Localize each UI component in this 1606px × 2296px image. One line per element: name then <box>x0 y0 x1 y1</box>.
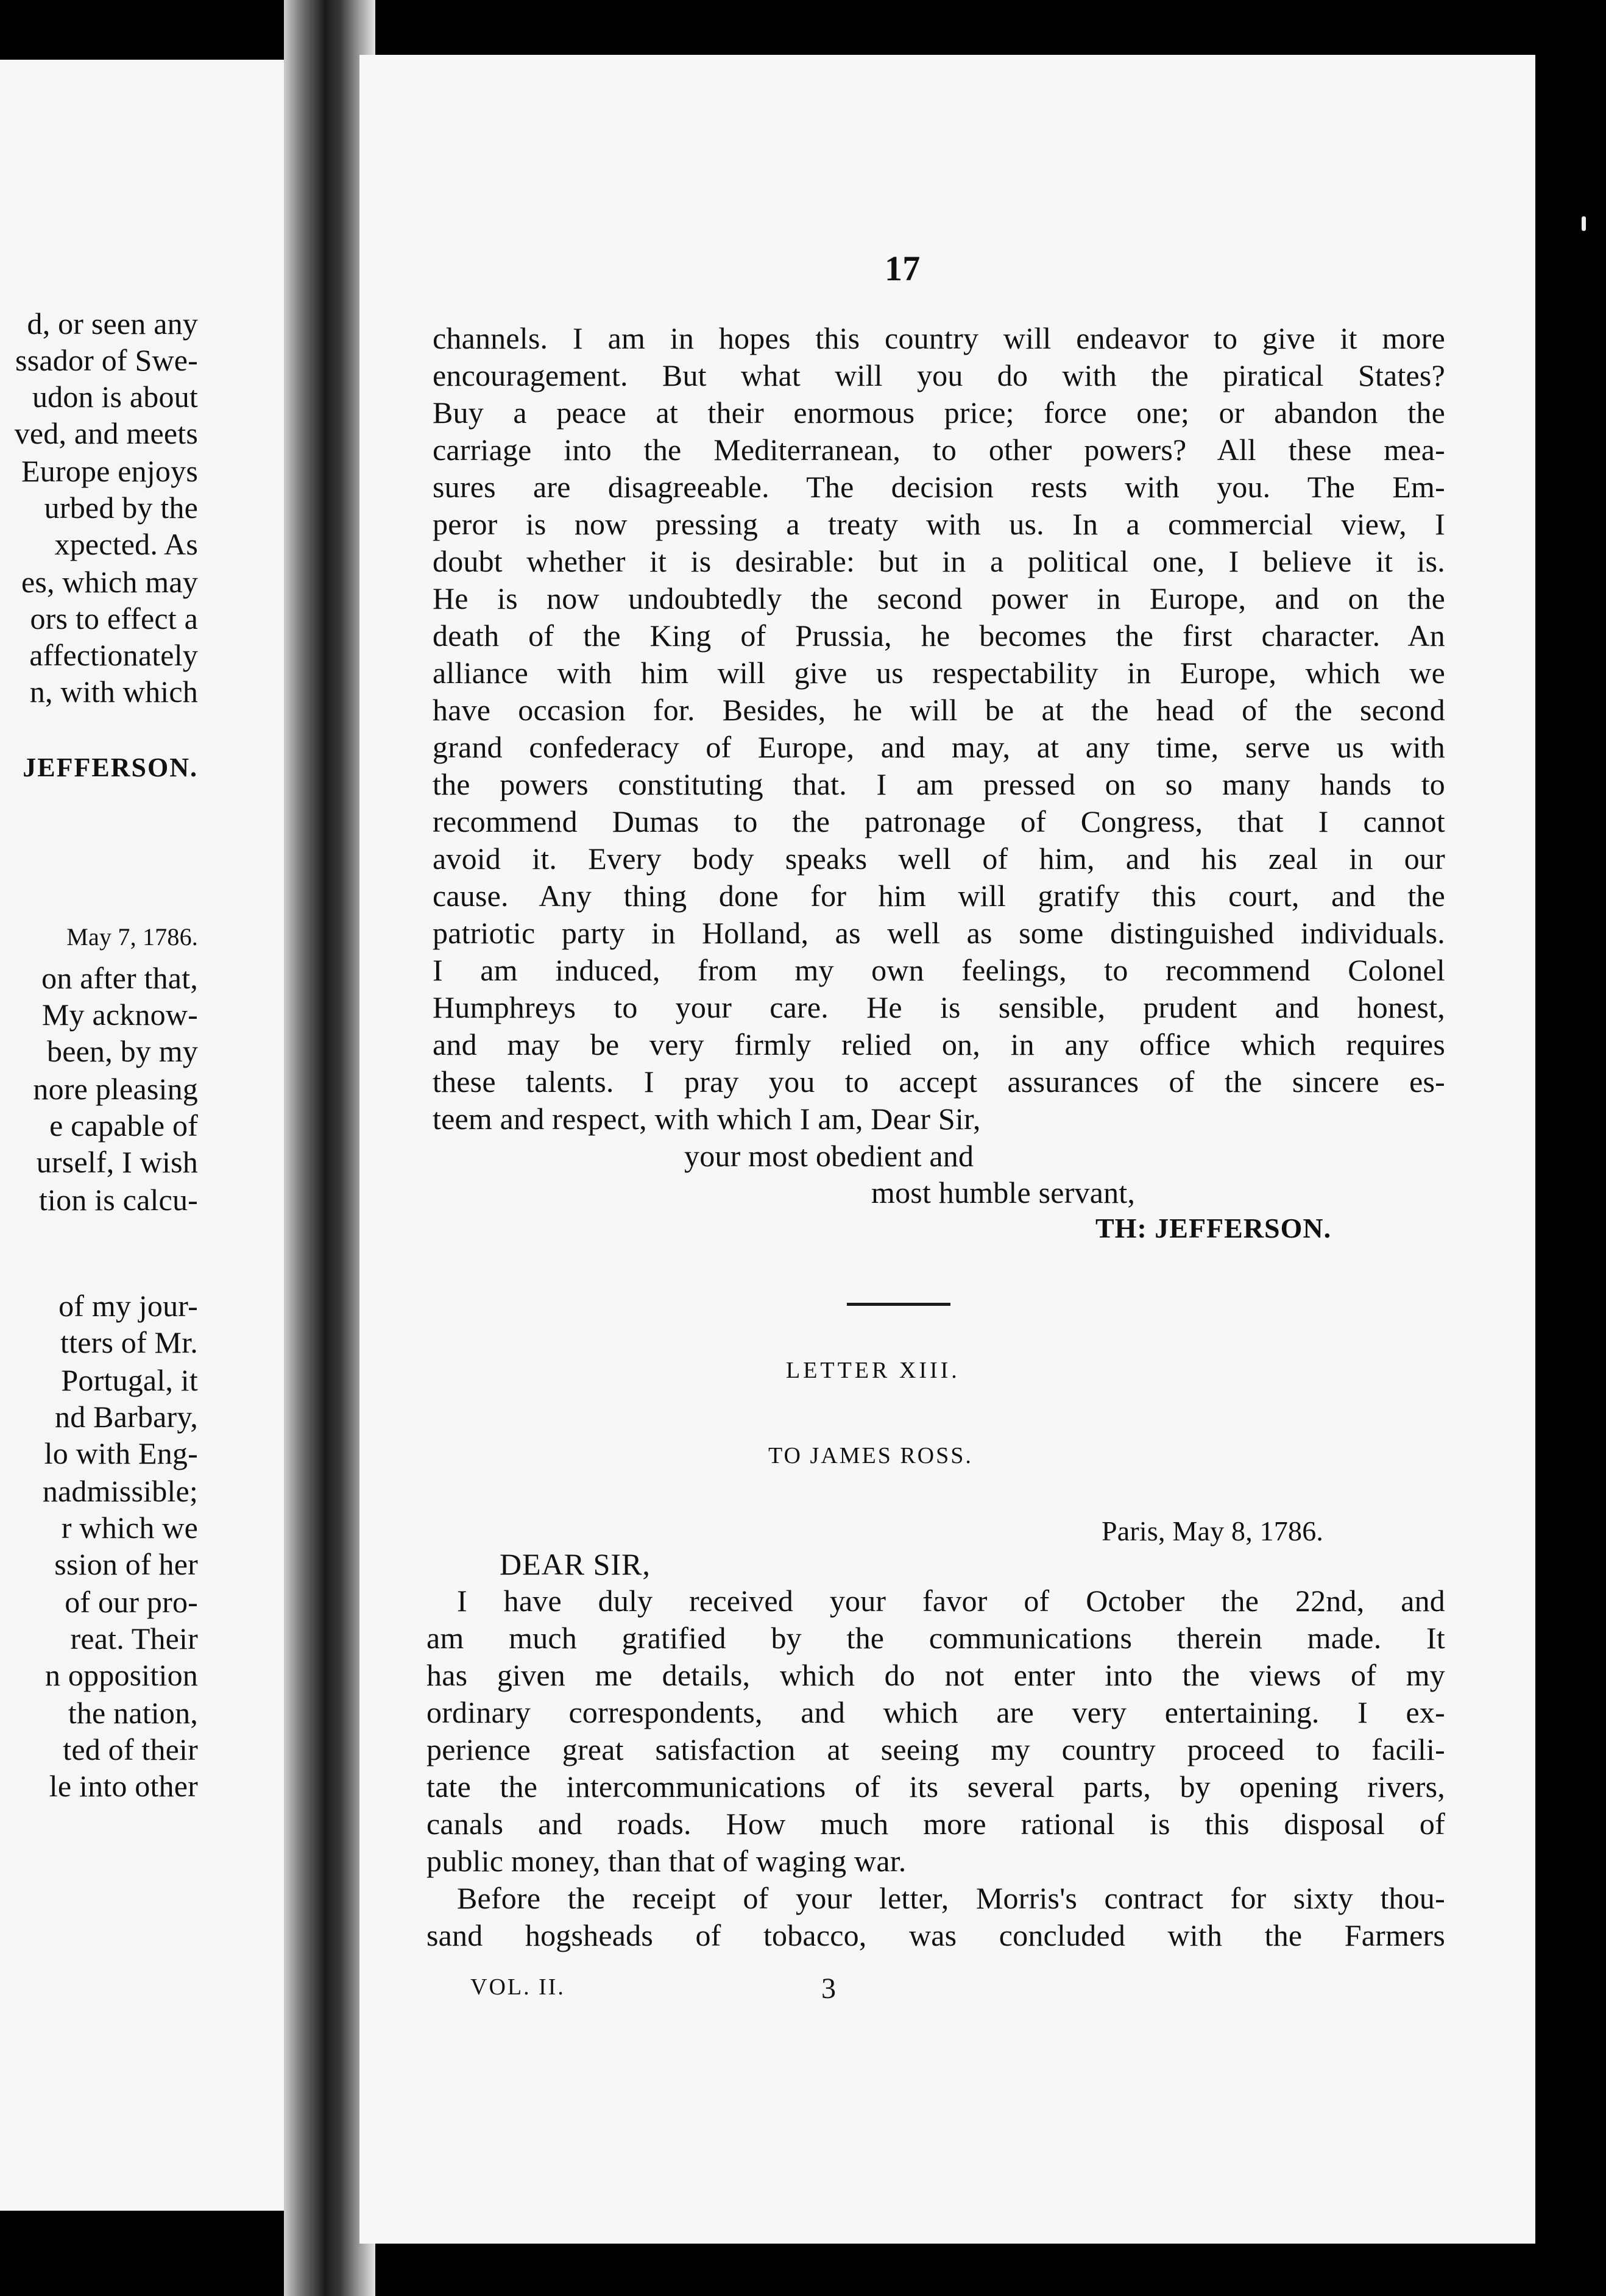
letter-body-line: channels. I am in hopes this country will endeavor to give it more <box>433 321 1445 355</box>
letter-body-line: avoid it. Every body speaks well of him, and his zeal in our <box>433 842 1445 876</box>
closing-line-1: your most obedient and <box>684 1139 974 1173</box>
second-letter-line: am much gratified by the communications therein made. It <box>426 1621 1445 1655</box>
letter-body-line: Humphreys to your care. He is sensible, prudent and honest, <box>433 990 1445 1024</box>
letter-body-line: Buy a peace at their enormous price; force one; or abandon the <box>433 395 1445 430</box>
left-page-line: urself, I wish <box>36 1145 198 1179</box>
left-page-line: d, or seen any <box>27 306 198 341</box>
letter-body-line: carriage into the Mediterranean, to other powers? All these mea- <box>433 433 1445 467</box>
left-page-line: My acknow- <box>41 997 198 1032</box>
section-divider <box>847 1303 950 1306</box>
second-letter-line: has given me details, which do not enter into the views of my <box>426 1658 1445 1692</box>
left-page-line: been, by my <box>47 1034 198 1068</box>
left-page-line: JEFFERSON. <box>23 753 198 782</box>
left-page-line: ted of their <box>63 1732 198 1766</box>
letter-body-line: patriotic party in Holland, as well as some distinguished individuals. <box>433 916 1445 950</box>
left-page-line: reat. Their <box>70 1621 198 1656</box>
left-page-line: es, which may <box>21 565 198 599</box>
letter-body-line: the powers constituting that. I am pressed on so many hands to <box>433 767 1445 801</box>
second-letter-line: perience great satisfaction at seeing my country proceed to facili- <box>426 1732 1445 1766</box>
left-page-line: urbed by the <box>44 491 198 525</box>
letter-body-line: sures are disagreeable. The decision rests with you. The Em- <box>433 470 1445 504</box>
scan-speck <box>1582 216 1586 231</box>
left-page-line: Portugal, it <box>61 1363 198 1397</box>
left-page-line: ors to effect a <box>30 601 198 636</box>
left-page-line: xpected. As <box>54 527 198 561</box>
closing-line-2: most humble servant, <box>871 1175 1136 1210</box>
left-page-line: n opposition <box>44 1658 198 1692</box>
right-page <box>359 55 1535 2244</box>
left-page-line: r which we <box>61 1511 198 1545</box>
letter-heading: LETTER XIII. <box>786 1358 960 1383</box>
left-page-line: the nation, <box>68 1696 198 1730</box>
letter-body-line: grand confederacy of Europe, and may, at any time, serve us with <box>433 730 1445 764</box>
left-page-line: of our pro- <box>65 1585 198 1619</box>
second-letter-line: ordinary correspondents, and which are very entertaining. I ex- <box>426 1695 1445 1729</box>
left-page-line: ved, and meets <box>14 416 198 450</box>
signature: TH: JEFFERSON. <box>1095 1213 1332 1244</box>
left-page-line: nore pleasing <box>33 1072 198 1106</box>
letter-body-line: I am induced, from my own feelings, to recommend Colonel <box>433 953 1445 987</box>
left-page-line: udon is about <box>32 380 198 414</box>
left-page-line: lo with Eng- <box>44 1436 198 1470</box>
left-page-line: tion is calcu- <box>38 1183 198 1217</box>
dateline: Paris, May 8, 1786. <box>1102 1515 1324 1547</box>
left-page-line: le into other <box>49 1769 198 1803</box>
letter-body-line: these talents. I pray you to accept assurances of the sincere es- <box>433 1065 1445 1099</box>
left-page-line: tters of Mr. <box>60 1325 198 1359</box>
second-letter-line: sand hogsheads of tobacco, was concluded with the Farmers <box>426 1918 1445 1952</box>
letter-body-line: peror is now pressing a treaty with us. In a commercial view, I <box>433 507 1445 541</box>
left-page-line: n, with which <box>29 675 198 709</box>
second-letter-line: public money, than that of waging war. <box>426 1844 907 1878</box>
letter-body-line: teem and respect, with which I am, Dear Sir, <box>433 1102 981 1136</box>
left-page-line: nd Barbary, <box>55 1400 198 1434</box>
second-letter-line: I have duly received your favor of October the 22nd, and <box>457 1584 1445 1618</box>
left-page-line: of my jour- <box>58 1289 198 1323</box>
letter-body-line: encouragement. But what will you do with the piratical States? <box>433 358 1445 392</box>
footer-signature-mark: 3 <box>821 1972 837 2005</box>
letter-recipient: TO JAMES ROSS. <box>768 1443 973 1469</box>
second-letter-line: tate the intercommunications of its several parts, by opening rivers, <box>426 1770 1445 1804</box>
letter-body-line: have occasion for. Besides, he will be at the head of the second <box>433 693 1445 727</box>
left-page-line: ssador of Swe- <box>15 343 198 377</box>
letter-body-line: recommend Dumas to the patronage of Congress, that I cannot <box>433 804 1445 838</box>
left-page-line: on after that, <box>41 961 198 995</box>
letter-body-line: and may be very firmly relied on, in any office which requires <box>433 1027 1445 1061</box>
second-letter-line: Before the receipt of your letter, Morris's contract for sixty thou- <box>457 1881 1445 1915</box>
page-number: 17 <box>885 249 921 288</box>
letter-body-line: death of the King of Prussia, he becomes the first character. An <box>433 618 1445 653</box>
left-page-line: Europe enjoys <box>21 454 198 488</box>
left-page-line: ssion of her <box>54 1547 198 1581</box>
left-page-line: nadmissible; <box>42 1474 198 1508</box>
left-page <box>0 60 291 2211</box>
letter-body-line: He is now undoubtedly the second power in Europe, and on the <box>433 581 1445 615</box>
salutation: DEAR SIR, <box>500 1547 651 1581</box>
letter-body-line: alliance with him will give us respectability in Europe, which we <box>433 656 1445 690</box>
left-page-line: affectionately <box>29 638 198 672</box>
second-letter-line: canals and roads. How much more rational is this disposal of <box>426 1807 1445 1841</box>
letter-body-line: cause. Any thing done for him will gratify this court, and the <box>433 879 1445 913</box>
footer-volume: VOL. II. <box>470 1974 565 2000</box>
letter-body-line: doubt whether it is desirable: but in a political one, I believe it is. <box>433 544 1445 578</box>
left-page-line: e capable of <box>49 1108 198 1143</box>
left-page-line: May 7, 1786. <box>66 923 198 951</box>
